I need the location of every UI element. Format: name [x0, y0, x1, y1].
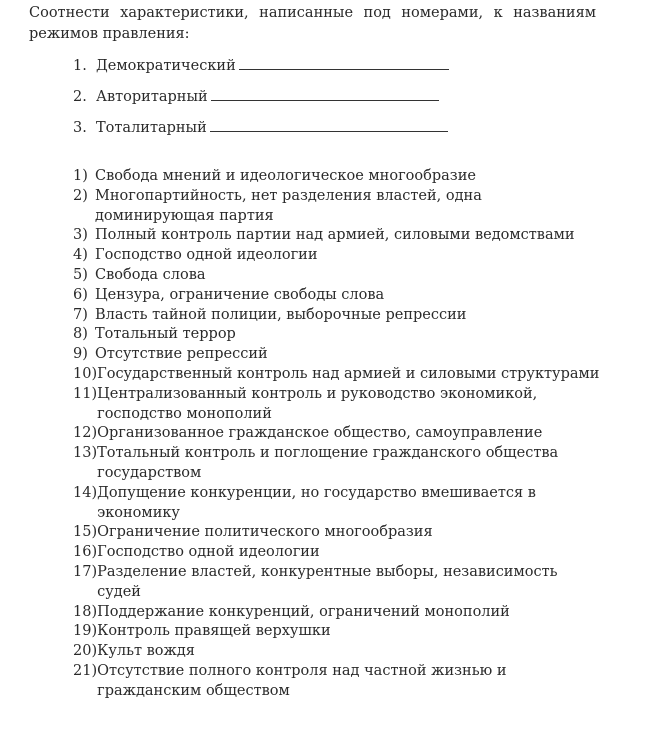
list-item	[73, 484, 603, 524]
regime-item-totalitarian	[73, 118, 449, 149]
list-item	[73, 424, 603, 444]
item-text: Свобода мнений и идеологическое многообразие	[95, 168, 476, 184]
item-number: 16)	[73, 544, 98, 561]
regime-list	[73, 56, 449, 149]
answer-blank-line[interactable]	[210, 118, 448, 132]
item-text: Господство одной идеологии	[95, 247, 318, 264]
item-number: 1)	[73, 168, 88, 184]
list-item	[73, 444, 603, 484]
regime-number: 3.	[73, 120, 87, 136]
regime-label: Демократический	[96, 58, 236, 74]
item-number: 19)	[73, 623, 98, 640]
item-number: 4)	[73, 247, 88, 264]
item-text: Культ вождя	[97, 643, 195, 660]
item-number: 3)	[73, 227, 88, 244]
item-text: Отсутствие репрессий	[95, 346, 268, 363]
item-number: 7)	[73, 306, 88, 323]
item-number: 15)	[73, 524, 98, 541]
item-number: 14)	[73, 484, 98, 501]
item-text: Господство одной идеологии	[97, 544, 320, 561]
item-text: Ограничение политического многообразия	[97, 524, 433, 541]
item-text: Свобода слова	[95, 266, 206, 283]
item-number: 12)	[73, 425, 98, 442]
regime-item-democratic	[73, 56, 449, 87]
list-item	[73, 365, 603, 385]
list-item	[73, 266, 603, 286]
list-item	[73, 662, 603, 702]
list-item	[73, 286, 603, 306]
characteristics-list	[73, 167, 603, 702]
list-item	[73, 543, 603, 563]
item-text: Власть тайной полиции, выборочные репрессии	[95, 306, 467, 323]
item-text: Государственный контроль над армией и силовыми структурами	[97, 365, 600, 382]
list-item	[73, 622, 603, 642]
list-item	[73, 187, 603, 227]
regime-number: 2.	[73, 89, 87, 105]
item-number: 6)	[73, 286, 88, 303]
item-text: Допущение конкуренции, но государство вмешивается в экономику	[97, 484, 536, 521]
regime-item-authoritarian	[73, 87, 449, 118]
item-text: Поддержание конкуренций, ограничений монополий	[97, 603, 510, 620]
answer-blank-line[interactable]	[239, 56, 449, 70]
item-number: 17)	[73, 563, 98, 580]
item-number: 20)	[73, 643, 98, 660]
item-number: 13)	[73, 445, 98, 462]
item-text: Разделение властей, конкурентные выборы, независимость судей	[97, 563, 558, 600]
list-item	[73, 325, 603, 345]
list-item	[73, 385, 603, 425]
list-item	[73, 563, 603, 603]
item-text: Тотальный террор	[95, 326, 236, 343]
item-number: 21)	[73, 662, 98, 679]
list-item	[73, 642, 603, 662]
item-text: Централизованный контроль и руководство экономикой, господство монополий	[97, 385, 538, 422]
item-number: 9)	[73, 346, 88, 363]
regime-label: Тоталитарный	[96, 120, 207, 136]
item-text: Цензура, ограничение свободы слова	[95, 286, 385, 303]
list-item	[73, 603, 603, 623]
item-number: 18)	[73, 603, 98, 620]
item-text: Тотальный контроль и поглощение гражданского общества государством	[97, 445, 559, 481]
item-number: 8)	[73, 326, 88, 343]
list-item	[73, 226, 603, 246]
item-number: 10)	[73, 365, 98, 382]
item-text: Полный контроль партии над армией, силовыми ведомствами	[95, 227, 575, 244]
item-text: Многопартийность, нет разделения властей, одна доминирующая партия	[95, 187, 482, 224]
item-number: 2)	[73, 187, 88, 204]
answer-blank-line[interactable]	[211, 87, 439, 101]
list-item	[73, 306, 603, 326]
task-instruction: Соотнести характеристики, написанные под номерами, к названиям режимов правления:	[29, 5, 596, 42]
item-text: Отсутствие полного контроля над частной жизнью и гражданским обществом	[97, 662, 507, 699]
regime-label: Авторитарный	[96, 89, 208, 105]
item-number: 5)	[73, 266, 88, 283]
list-item	[73, 523, 603, 543]
list-item	[73, 167, 603, 187]
regime-number: 1.	[73, 58, 87, 74]
item-text: Организованное гражданское общество, самоуправление	[97, 425, 543, 442]
item-text: Контроль правящей верхушки	[97, 623, 331, 640]
item-number: 11)	[73, 385, 98, 402]
list-item	[73, 246, 603, 266]
list-item	[73, 345, 603, 365]
